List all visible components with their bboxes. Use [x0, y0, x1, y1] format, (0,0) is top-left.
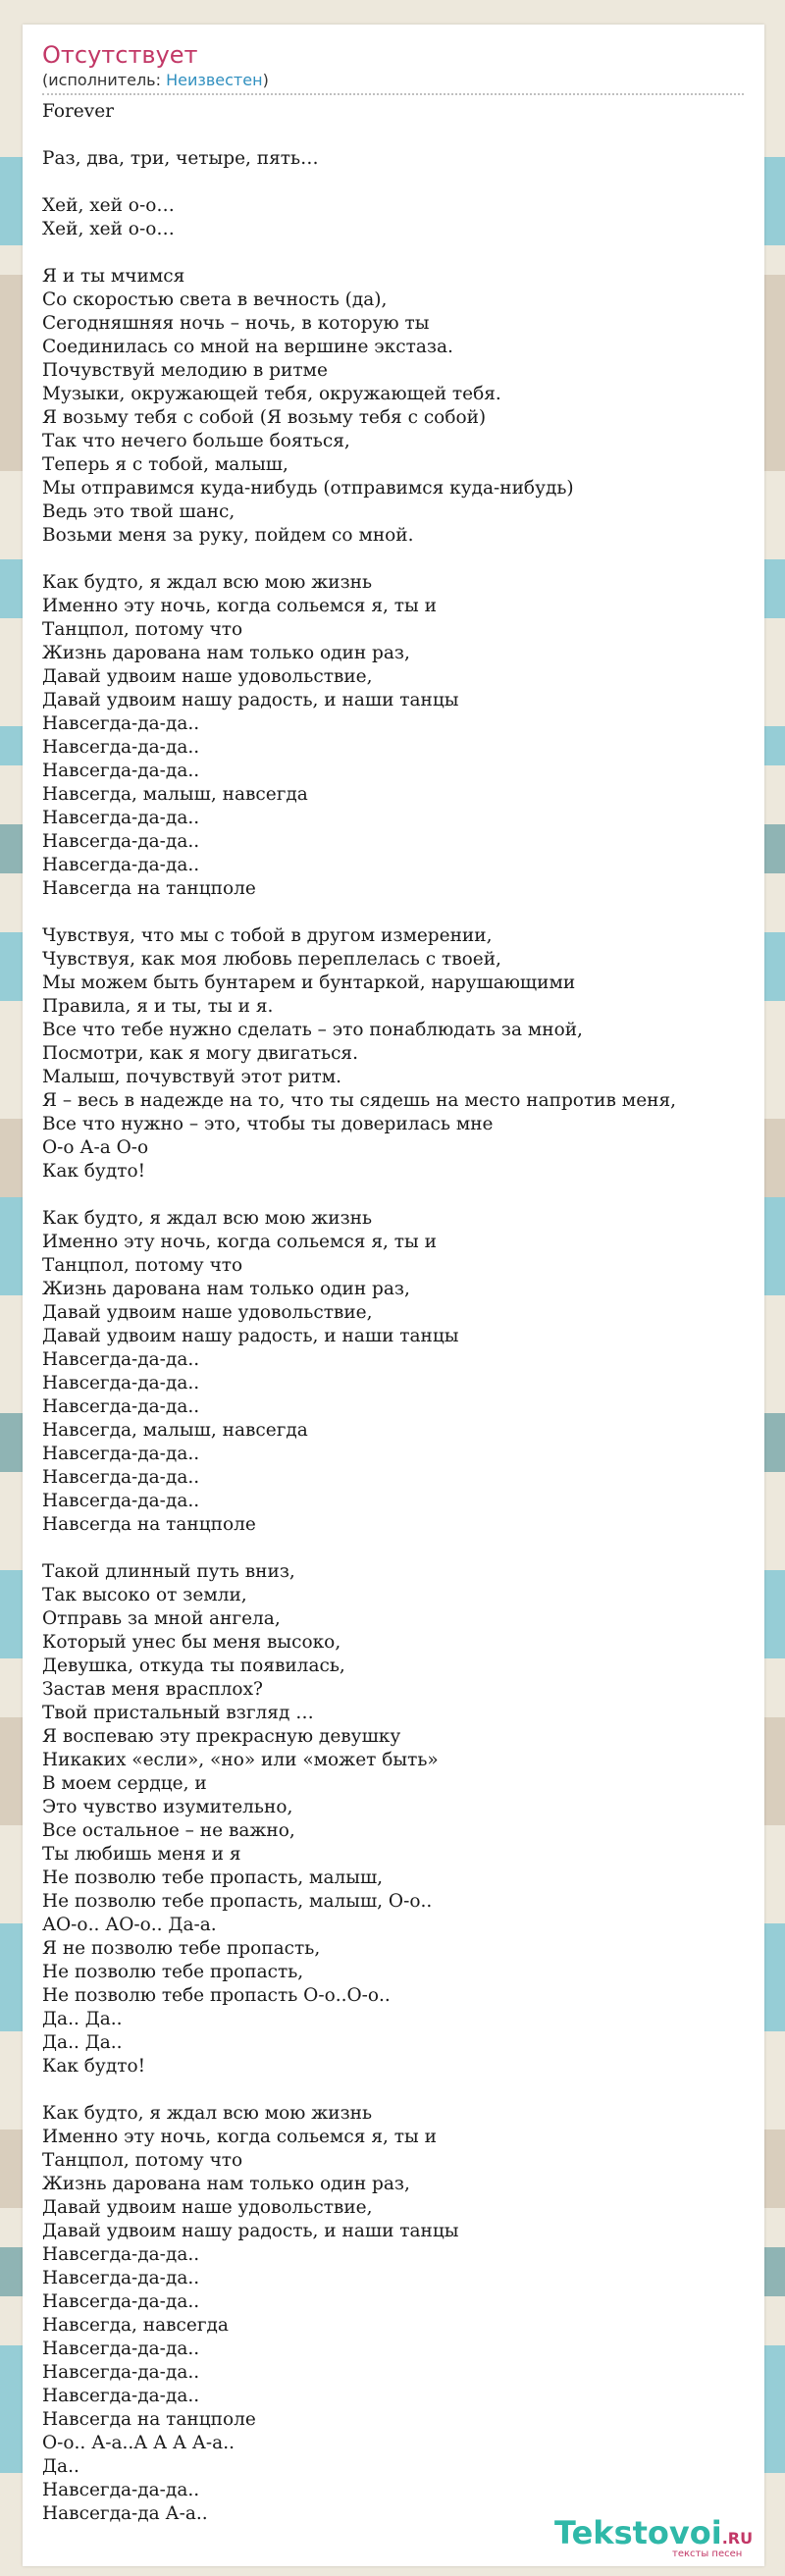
lyric-line: АО-о.. АО-о.. Да-а. [42, 1915, 217, 1935]
lyric-line: Ты любишь меня и я [42, 1844, 241, 1865]
lyric-line: Давай удвоим наше удовольствие, [42, 666, 373, 687]
lyric-line: Да.. Да.. [42, 2009, 123, 2029]
lyric-line: Навсегда-да-да.. [42, 2244, 200, 2265]
lyric-line: Навсегда-да-да.. [42, 831, 200, 852]
lyric-line: Я – весь в надежде на то, что ты сядешь на место напротив меня, [42, 1090, 677, 1111]
lyric-line: Навсегда, малыш, навсегда [42, 1420, 308, 1441]
lyric-line: Танцпол, потому что [42, 2150, 243, 2171]
lyric-line: Жизнь дарована нам только один раз, [42, 2174, 410, 2194]
lyric-line: Который унес бы меня высоко, [42, 1632, 341, 1653]
lyric-line: Как будто! [42, 2056, 146, 2077]
lyric-line: Навсегда-да-да.. [42, 2339, 200, 2359]
blank-line [42, 1537, 759, 1560]
lyric-line: Сегодняшняя ночь – ночь, в которую ты [42, 313, 430, 334]
lyric-line: Хей, хей о-о… [42, 219, 175, 239]
lyric-line: Возьми меня за руку, пойдем со мной. [42, 525, 414, 546]
artist-suffix: ) [262, 71, 269, 89]
lyric-line: Почувствуй мелодию в ритме [42, 360, 328, 381]
lyric-line: Чувствуя, что мы с тобой в другом измерении, [42, 925, 493, 946]
lyric-line: Навсегда-да-да.. [42, 2362, 200, 2383]
lyric-line: Я не позволю тебе пропасть, [42, 1938, 321, 1959]
lyric-line: Навсегда на танцполе [42, 878, 256, 899]
artist-link[interactable]: Неизвестен [166, 71, 263, 89]
lyric-line: Я и ты мчимся [42, 266, 185, 287]
lyric-line: Танцпол, потому что [42, 1255, 243, 1276]
lyric-line: Как будто, я ждал всю мою жизнь [42, 572, 373, 593]
lyric-line: Жизнь дарована нам только один раз, [42, 643, 410, 663]
lyric-line: О-о.. А-а..А А А А-а.. [42, 2433, 235, 2453]
lyric-line: Навсегда на танцполе [42, 1514, 256, 1535]
lyric-line: Так высоко от земли, [42, 1585, 247, 1605]
lyric-line: Твой пристальный взгляд … [42, 1703, 314, 1723]
title-divider [42, 93, 744, 95]
lyric-line: Музыки, окружающей тебя, окружающей тебя. [42, 384, 501, 404]
blank-line [42, 548, 759, 571]
lyric-line: Именно эту ночь, когда сольемся я, ты и [42, 2127, 437, 2147]
lyric-line: Посмотри, как я могу двигаться. [42, 1043, 358, 1064]
lyric-line: Навсегда-да-да.. [42, 2291, 200, 2312]
lyric-line: Давай удвоим нашу радость, и наши танцы [42, 690, 459, 710]
lyric-line: Со скоростью света в вечность (да), [42, 289, 388, 310]
lyric-line: Никаких «если», «но» или «может быть» [42, 1750, 439, 1770]
lyric-line: Давай удвоим наше удовольствие, [42, 2197, 373, 2218]
lyric-line: Навсегда-да-да.. [42, 1444, 200, 1464]
blank-line [42, 171, 759, 194]
lyric-line: Навсегда-да-да.. [42, 737, 200, 758]
lyric-line: Малыш, почувствуй этот ритм. [42, 1067, 342, 1087]
artist-line [42, 70, 269, 91]
lyric-line: Не позволю тебе пропасть, малыш, [42, 1867, 384, 1888]
lyric-line: Навсегда-да-да.. [42, 855, 200, 875]
blank-line [42, 124, 759, 147]
lyric-line: Все что тебе нужно сделать – это понаблюдать за мной, [42, 1020, 583, 1040]
lyric-line: В моем сердце, и [42, 1773, 207, 1794]
lyric-line: Как будто, я ждал всю мою жизнь [42, 2103, 373, 2124]
artist-prefix: (исполнитель: [42, 71, 167, 89]
blank-line [42, 901, 759, 924]
lyric-line: Я возьму тебя с собой (Я возьму тебя с собой) [42, 407, 487, 428]
lyric-line: Навсегда-да-да.. [42, 808, 200, 828]
lyric-line: Давай удвоим нашу радость, и наши танцы [42, 2221, 459, 2241]
lyric-line: Forever [42, 101, 114, 122]
lyric-line: Теперь я с тобой, малыш, [42, 454, 288, 475]
lyric-line: Хей, хей о-о… [42, 195, 175, 216]
lyric-line: Навсегда-да-да.. [42, 2386, 200, 2406]
blank-line [42, 1183, 759, 1207]
song-title: Отсутствует [42, 41, 198, 69]
lyric-line: Правила, я и ты, ты и я. [42, 996, 274, 1017]
lyric-line: Застав меня врасплох? [42, 1679, 263, 1700]
lyric-line: Танцпол, потому что [42, 619, 243, 640]
blank-line [42, 241, 759, 265]
lyric-line: Это чувство изумительно, [42, 1797, 293, 1817]
lyric-line: Так что нечего больше бояться, [42, 431, 350, 451]
lyric-line: Навсегда на танцполе [42, 2409, 256, 2430]
lyric-line: Навсегда-да-да.. [42, 1467, 200, 1488]
lyric-line: Навсегда-да-да.. [42, 2480, 200, 2500]
lyric-line: Как будто! [42, 1161, 146, 1182]
lyric-line: Чувствуя, как моя любовь переплелась с твоей, [42, 949, 501, 970]
lyric-line: Не позволю тебе пропасть О-о..О-о.. [42, 1985, 391, 2006]
lyric-line: Навсегда-да-да.. [42, 1349, 200, 1370]
lyric-line: О-о А-а О-о [42, 1137, 149, 1158]
blank-line [42, 2078, 759, 2102]
lyric-line: Мы можем быть бунтарем и бунтаркой, нарушающими [42, 973, 576, 993]
lyric-line: Девушка, откуда ты появилась, [42, 1656, 345, 1676]
lyric-line: Я воспеваю эту прекрасную девушку [42, 1726, 401, 1747]
logo-name: Tekstovoi [554, 2514, 722, 2551]
lyric-line: Навсегда-да-да.. [42, 713, 200, 734]
logo-tld: .RU [721, 2529, 754, 2548]
lyrics-text [42, 100, 759, 2526]
lyric-line: Такой длинный путь вниз, [42, 1561, 295, 1582]
lyric-line: Навсегда-да А-а.. [42, 2503, 208, 2524]
lyric-line: Навсегда-да-да.. [42, 1373, 200, 1393]
lyric-line: Навсегда, малыш, навсегда [42, 784, 308, 805]
lyric-line: Не позволю тебе пропасть, [42, 1962, 304, 1982]
site-logo[interactable] [554, 2515, 760, 2564]
lyric-line: Навсегда, навсегда [42, 2315, 229, 2336]
lyric-line: Именно эту ночь, когда сольемся я, ты и [42, 596, 437, 616]
lyric-line: Давай удвоим наше удовольствие, [42, 1302, 373, 1323]
lyric-line: Все остальное – не важно, [42, 1820, 295, 1841]
lyric-line: Не позволю тебе пропасть, малыш, О-о.. [42, 1891, 433, 1912]
lyric-line: Навсегда-да-да.. [42, 761, 200, 781]
lyric-line: Да.. Да.. [42, 2032, 123, 2053]
lyric-line: Навсегда-да-да.. [42, 1491, 200, 1511]
lyric-line: Именно эту ночь, когда сольемся я, ты и [42, 1232, 437, 1252]
logo-tagline: тексты песен [672, 2549, 743, 2559]
lyric-line: Ведь это твой шанс, [42, 501, 236, 522]
lyrics-card [23, 25, 764, 2566]
lyric-line: Мы отправимся куда-нибудь (отправимся куда-нибудь) [42, 478, 574, 499]
lyric-line: Навсегда-да-да.. [42, 1396, 200, 1417]
lyric-line: Соединилась со мной на вершине экстаза. [42, 337, 453, 357]
lyric-line: Давай удвоим нашу радость, и наши танцы [42, 1326, 459, 1346]
lyric-line: Как будто, я ждал всю мою жизнь [42, 1208, 373, 1229]
lyric-line: Отправь за мной ангела, [42, 1608, 281, 1629]
lyric-line: Раз, два, три, четыре, пять… [42, 148, 319, 169]
lyric-line: Все что нужно – это, чтобы ты доверилась мне [42, 1114, 494, 1134]
lyric-line: Да.. [42, 2456, 79, 2477]
lyric-line: Навсегда-да-да.. [42, 2268, 200, 2288]
lyric-line: Жизнь дарована нам только один раз, [42, 1279, 410, 1299]
